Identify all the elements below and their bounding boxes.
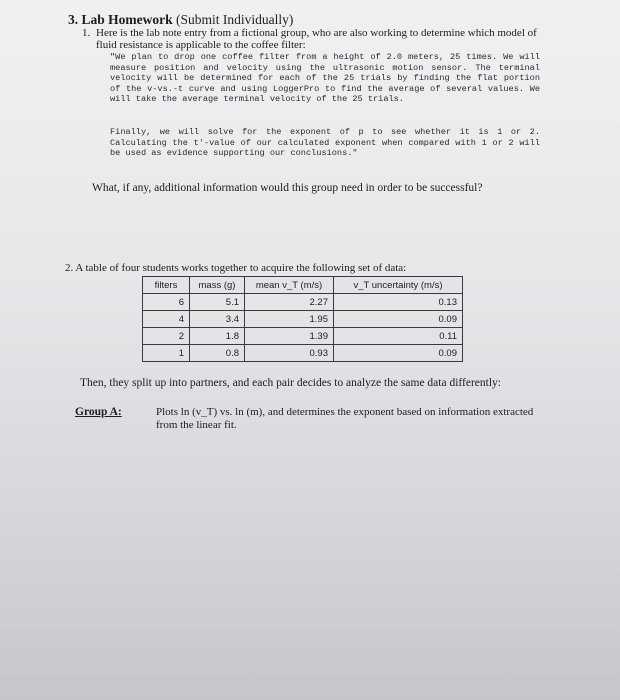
table-row: [143, 345, 463, 362]
cell-filters: 6: [143, 294, 190, 311]
header-filters: filters: [143, 277, 190, 294]
cell-mean-vt: 1.95: [245, 311, 334, 328]
cell-vt-uncertainty: 0.13: [334, 294, 463, 311]
table-header-row: [143, 277, 463, 294]
question-2-prompt: [65, 262, 406, 274]
lab-note-paragraph-1: "We plan to drop one coffee filter from a height of 2.0 meters, 25 times. We will measure position and velocity using the ultrasonic motion sensor. The terminal velocity will be determined for each of the 25 trials by finding the flat portion of the v-vs.-t curve and using LoggerPro to find the average of several values. We will take the average terminal velocity of the 25 trials.: [110, 52, 540, 105]
header-vt-uncertainty: v_T uncertainty (m/s): [334, 277, 463, 294]
question-2-then: Then, they split up into partners, and each pair decides to analyze the same data differently:: [80, 377, 501, 389]
cell-vt-uncertainty: 0.11: [334, 328, 463, 345]
group-a-label: Group A:: [75, 406, 122, 418]
data-table: [142, 276, 463, 362]
cell-mean-vt: 1.39: [245, 328, 334, 345]
table-row: [143, 294, 463, 311]
table-row: [143, 311, 463, 328]
question-2-text: A table of four students works together to acquire the following set of data:: [75, 262, 407, 274]
group-a-description: Plots ln (v_T) vs. ln (m), and determines the exponent based on information extracted from the linear fit.: [156, 406, 534, 431]
cell-filters: 1: [143, 345, 190, 362]
section-title: Lab Homework: [81, 12, 173, 27]
cell-mean-vt: 0.93: [245, 345, 334, 362]
header-mean-vt: mean v_T (m/s): [245, 277, 334, 294]
cell-mass: 3.4: [190, 311, 245, 328]
cell-filters: 2: [143, 328, 190, 345]
section-number: 3.: [68, 12, 79, 27]
question-1-ask: What, if any, additional information would this group need in order to be successful?: [92, 182, 483, 194]
cell-mass: 1.8: [190, 328, 245, 345]
question-1-text: Here is the lab note entry from a fictional group, who are also working to determine which model of fluid resistance is applicable to the coffee filter:: [96, 27, 537, 51]
cell-mass: 5.1: [190, 294, 245, 311]
section-subtitle: (Submit Individually): [172, 12, 294, 27]
cell-mean-vt: 2.27: [245, 294, 334, 311]
cell-mass: 0.8: [190, 345, 245, 362]
cell-vt-uncertainty: 0.09: [334, 345, 463, 362]
cell-filters: 4: [143, 311, 190, 328]
question-2-number: 2.: [65, 262, 74, 274]
header-mass: mass (g): [190, 277, 245, 294]
lab-note-paragraph-2: Finally, we will solve for the exponent of p to see whether it is 1 or 2. Calculating the t'-value of our calculated exponent when compared with 1 or 2 will be used as evidence supporting our conclusions.": [110, 127, 540, 159]
table-row: [143, 328, 463, 345]
section-heading: [68, 12, 293, 28]
cell-vt-uncertainty: 0.09: [334, 311, 463, 328]
question-1-number: 1.: [82, 27, 91, 39]
